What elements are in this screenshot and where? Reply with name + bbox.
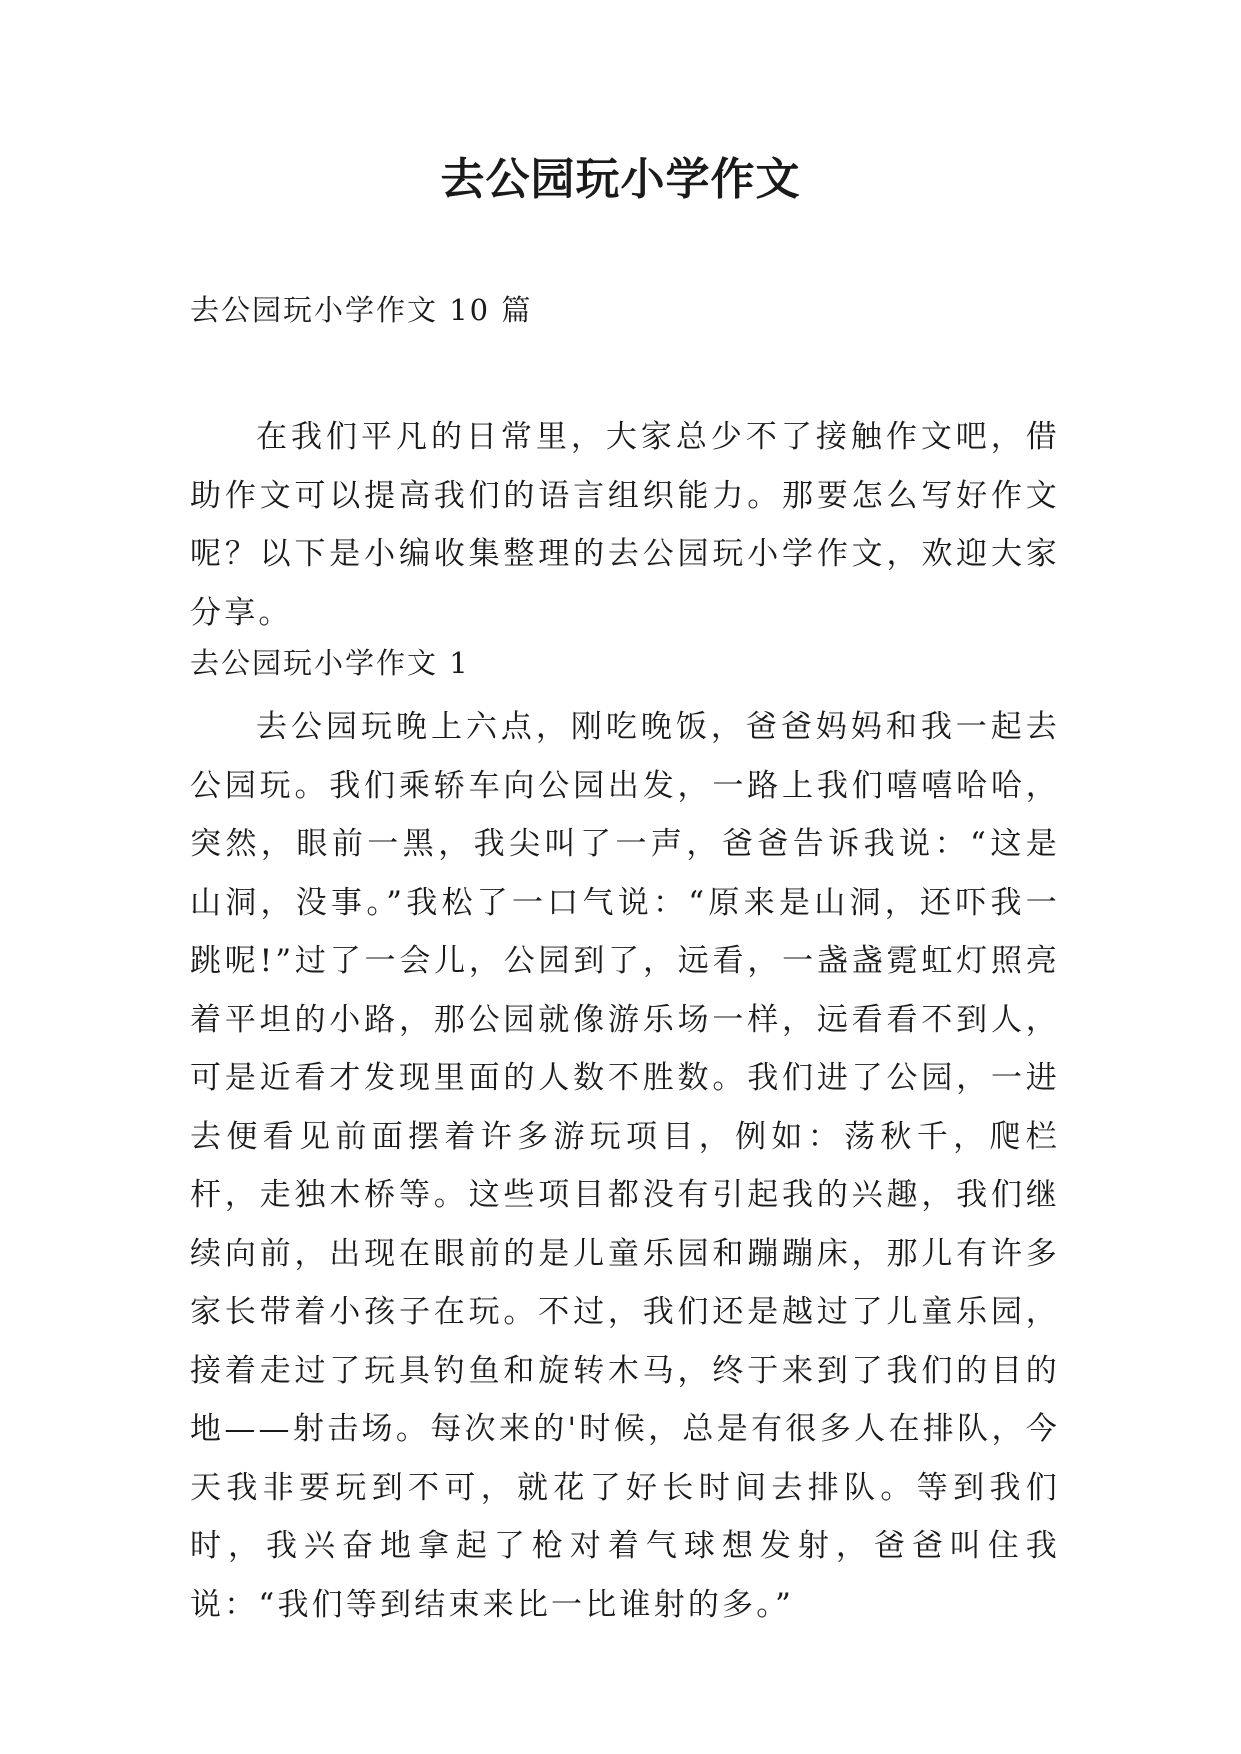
intro-paragraph: 在我们平凡的日常里，大家总少不了接触作文吧，借助作文可以提高我们的语言组织能力。那要怎么写好作文呢？以下是小编收集整理的去公园玩小学作文，欢迎大家分享。 (190, 419, 1060, 631)
section-heading: 去公园玩小学作文 1 (190, 646, 470, 680)
document-subtitle: 去公园玩小学作文 10 篇 (190, 293, 533, 327)
section-body-paragraph: 去公园玩晚上六点，刚吃晚饭，爸爸妈妈和我一起去公园玩。我们乘轿车向公园出发，一路上我们嘻嘻哈哈，突然，眼前一黑，我尖叫了一声，爸爸告诉我说：“这是山洞，没事。”我松了一口气说：“原来是山洞，还吓我一跳呢!”过了一会儿，公园到了，远看，一盏盏霓虹灯照亮着平坦的小路，那公园就像游乐场一样，远看看不到人，可是近看才发现里面的人数不胜数。我们进了公园，一进去便看见前面摆着许多游玩项目，例如：荡秋千，爬栏杆，走独木桥等。这些项目都没有引起我的兴趣，我们继续向前，出现在眼前的是儿童乐园和蹦蹦床，那儿有许多家长带着小孩子在玩。不过，我们还是越过了儿童乐园，接着走过了玩具钓鱼和旋转木马，终于来到了我们的目的地——射击场。每次来的'时候，总是有很多人在排队，今天我非要玩到不可，就花了好长时间去排队。等到我们时，我兴奋地拿起了枪对着气球想发射，爸爸叫住我说：“我们等到结束来比一比谁射的多。” (190, 709, 1060, 1623)
document-title: 去公园玩小学作文 (440, 154, 801, 205)
